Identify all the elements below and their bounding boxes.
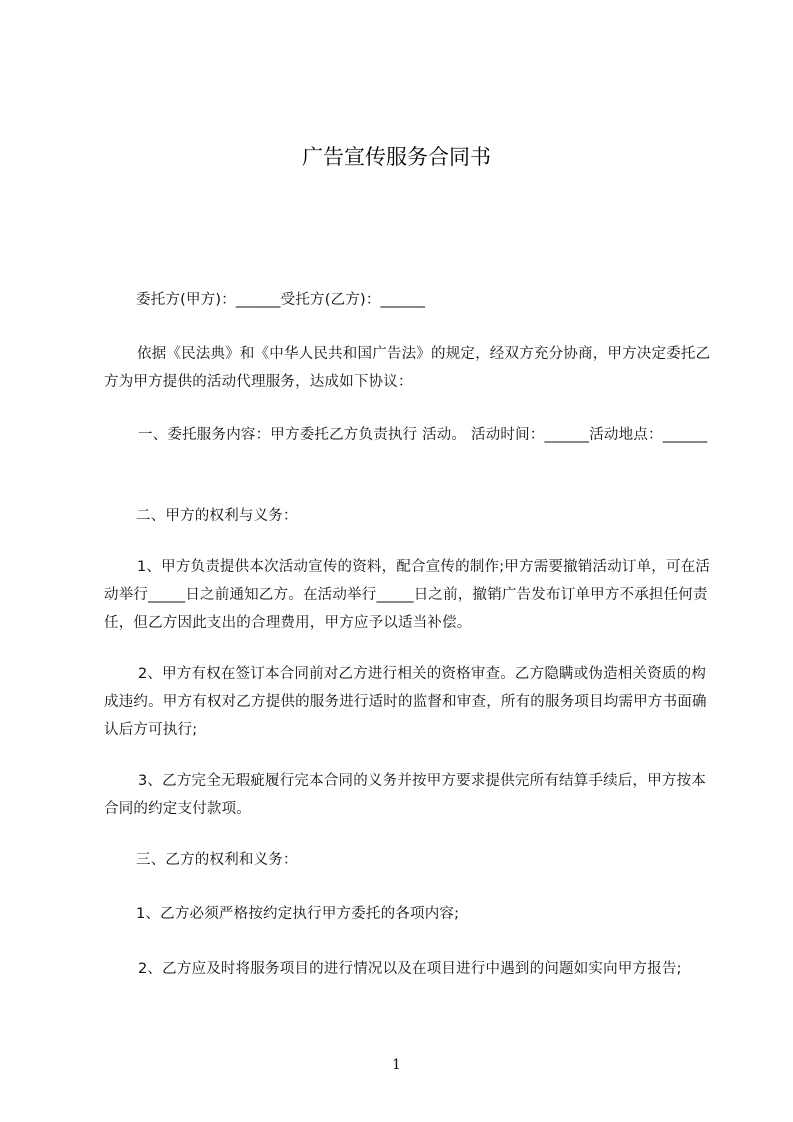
section-2-clause-2: 2、甲方有权在签订本合同前对乙方进行相关的资格审查。乙方隐瞒或伪造相关资质的构成违约。甲方有权对乙方提供的服务进行适时的监督和审查，所有的服务项目均需甲方书面确认后方可执行; [104,666,707,738]
section-3-clause-1: 1、乙方必须严格按约定执行甲方委托的各项内容; [136,906,460,922]
section-3-clause-2: 2、乙方应及时将服务项目的进行情况以及在项目进行中遇到的问题如实向甲方报告; [138,961,682,977]
section-2-clause-3: 3、乙方完全无瑕疵履行完本合同的义务并按甲方要求提供完所有结算手续后，甲方按本合同的约定支付款项。 [104,773,707,817]
section-2-heading: 二、甲方的权利与义务： [136,508,298,524]
section-1-paragraph: 一、委托服务内容：甲方委托乙方负责执行 活动。 活动时间：______活动地点：______ [138,427,708,443]
document-title: 广告宣传服务合同书 [302,145,491,169]
parties-line: 委托方(甲方)：______受托方(乙方)：______ [136,292,426,308]
page-number: 1 [392,1057,401,1073]
section-3-heading: 三、乙方的权利和义务： [136,852,298,868]
preamble-paragraph: 依据《民法典》和《中华人民共和国广告法》的规定，经双方充分协商，甲方决定委托乙方为甲方提供的活动代理服务，达成如下协议： [104,346,711,390]
section-2-clause-1: 1、甲方负责提供本次活动宣传的资料，配合宣传的制作;甲方需要撤销活动订单，可在活动举行_____日之前通知乙方。在活动举行_____日之前，撤销广告发布订单甲方不承担任何责任，但乙方因此支出的合理费用，甲方应予以适当补偿。 [104,559,711,631]
